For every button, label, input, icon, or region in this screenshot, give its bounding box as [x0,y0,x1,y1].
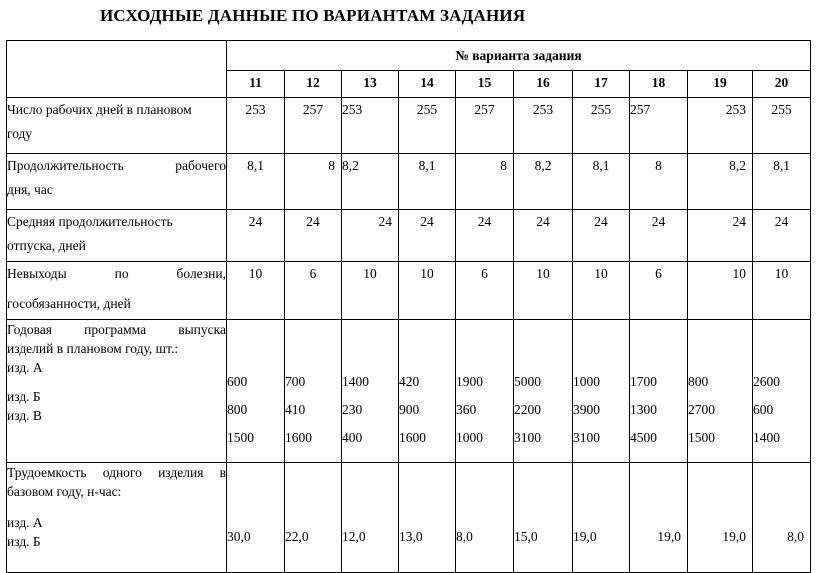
label-line: гособязанности, дней [7,296,131,311]
table-row [7,210,811,262]
value-c: 3100 [573,430,600,445]
table-row [7,320,811,463]
value-cell: 8 [630,154,688,210]
value-cell: 6 [285,262,342,320]
value-c: 1600 [399,430,426,445]
value-cell: 8 [285,154,342,210]
value-cell: 10 [514,262,573,320]
row-label [7,210,227,262]
value-b: 3900 [573,402,600,417]
value-cell: 8 [456,154,514,210]
value-cell: 19,0 [688,463,753,573]
value-b: 2200 [514,402,541,417]
value-stack [456,320,514,463]
label-line: Средняя продолжительность [7,214,173,229]
value-cell: 8,1 [753,154,811,210]
value-a: 800 [688,374,709,389]
value-cell: 10 [342,262,399,320]
value-a: 1900 [456,374,483,389]
value-cell: 8,1 [399,154,456,210]
value-stack [227,320,285,463]
value-cell: 8,2 [514,154,573,210]
value-a: 700 [285,374,306,389]
value-cell: 10 [573,262,630,320]
label-line: базовом году, н-час: [7,484,122,499]
value-cell: 253 [227,98,285,154]
value-cell: 253 [688,98,753,154]
value-cell: 30,0 [227,463,285,573]
label-line: Трудоемкость одного изделия в [7,465,226,480]
label-line: изд. В [7,408,42,423]
value-a: 1000 [573,374,600,389]
variant-header: 14 [399,71,456,98]
variants-table [6,40,811,573]
header-blank-cell [7,41,227,98]
row-label [7,98,227,154]
value-cell: 8,1 [227,154,285,210]
value-cell: 24 [514,210,573,262]
value-b: 2700 [688,402,715,417]
label-line: изделий в плановом году, шт.: [7,341,179,356]
value-cell: 24 [456,210,514,262]
value-cell: 19,0 [630,463,688,573]
value-c: 4500 [630,430,657,445]
value-a: 1400 [342,374,369,389]
value-a: 1700 [630,374,657,389]
value-stack [399,320,456,463]
value-b: 1300 [630,402,657,417]
value-cell: 15,0 [514,463,573,573]
row-label [7,463,227,573]
label-line: году [7,126,33,141]
table-row [7,262,811,320]
value-cell: 255 [573,98,630,154]
table-row [7,463,811,573]
value-cell: 24 [573,210,630,262]
value-cell: 257 [285,98,342,154]
row-label [7,262,227,320]
label-line: изд. А [7,515,43,530]
value-cell: 19,0 [573,463,630,573]
value-c: 1500 [688,430,715,445]
value-cell: 6 [456,262,514,320]
value-cell: 257 [630,98,688,154]
label-line: Годовая программа выпуска [7,322,226,337]
value-c: 400 [342,430,363,445]
value-c: 1400 [753,430,780,445]
value-stack [753,320,811,463]
row-label [7,154,227,210]
label-line: отпуска, дней [7,238,86,253]
table-row [7,98,811,154]
value-b: 600 [753,402,774,417]
row-label [7,320,227,463]
value-cell: 10 [753,262,811,320]
value-a: 5000 [514,374,541,389]
value-cell: 8,0 [456,463,514,573]
value-a: 420 [399,374,420,389]
value-cell: 255 [399,98,456,154]
value-b: 230 [342,402,363,417]
label-line: Число рабочих дней в плановом [7,102,192,117]
variant-header: 19 [688,71,753,98]
value-cell: 10 [399,262,456,320]
value-cell: 8,1 [573,154,630,210]
value-cell: 253 [342,98,399,154]
value-cell: 10 [688,262,753,320]
value-a: 600 [227,374,248,389]
value-c: 1600 [285,430,312,445]
value-cell: 8,0 [753,463,811,573]
value-stack [514,320,573,463]
table-row [7,154,811,210]
value-stack [573,320,630,463]
value-c: 1000 [456,430,483,445]
value-cell: 6 [630,262,688,320]
variant-header: 18 [630,71,688,98]
value-cell: 24 [630,210,688,262]
value-cell: 257 [456,98,514,154]
page-title: ИСХОДНЫЕ ДАННЫЕ ПО ВАРИАНТАМ ЗАДАНИЯ [100,6,526,25]
value-cell: 22,0 [285,463,342,573]
value-stack [342,320,399,463]
variant-header: 12 [285,71,342,98]
value-b: 360 [456,402,477,417]
label-line: изд. Б [7,534,41,549]
value-b: 410 [285,402,306,417]
value-cell: 24 [753,210,811,262]
value-cell: 255 [753,98,811,154]
variant-header: 20 [753,71,811,98]
value-b: 800 [227,402,248,417]
variant-header: 11 [227,71,285,98]
variant-group-header: № варианта задания [227,41,811,71]
value-cell: 24 [342,210,399,262]
value-cell: 253 [514,98,573,154]
value-cell: 8,2 [342,154,399,210]
value-stack [285,320,342,463]
value-cell: 10 [227,262,285,320]
value-stack [630,320,688,463]
value-cell: 13,0 [399,463,456,573]
value-cell: 24 [688,210,753,262]
value-cell: 24 [285,210,342,262]
variant-header: 16 [514,71,573,98]
value-c: 3100 [514,430,541,445]
value-stack [688,320,753,463]
value-cell: 12,0 [342,463,399,573]
label-line: изд. Б [7,389,41,404]
label-line: Невыходы по болезни, [7,266,226,281]
label-line: изд. А [7,360,43,375]
label-line: Продолжительность рабочего [7,158,226,173]
variant-header: 13 [342,71,399,98]
value-cell: 8,2 [688,154,753,210]
value-b: 900 [399,402,420,417]
value-c: 1500 [227,430,254,445]
value-a: 2600 [753,374,780,389]
variant-header: 15 [456,71,514,98]
label-line: дня, час [7,182,53,197]
value-cell: 24 [399,210,456,262]
variant-header: 17 [573,71,630,98]
value-cell: 24 [227,210,285,262]
